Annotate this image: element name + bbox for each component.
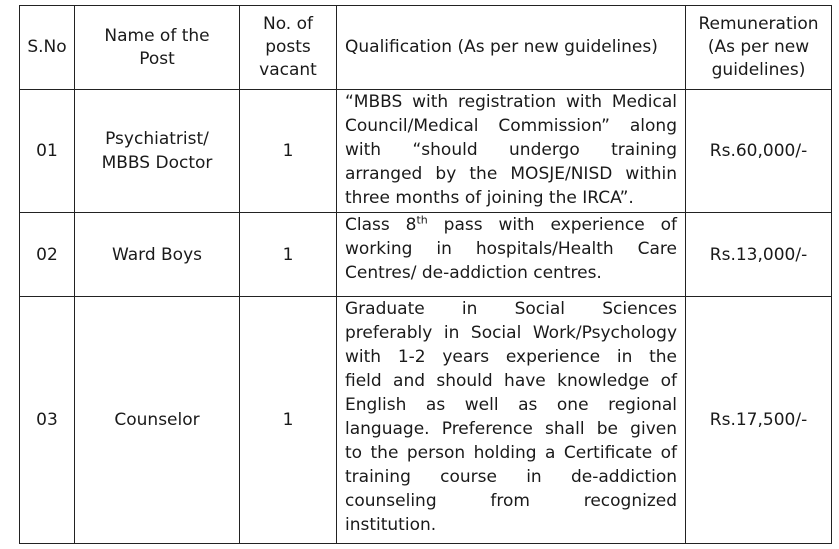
row-sno: 01 <box>20 90 75 213</box>
table-row <box>20 213 832 297</box>
table-row <box>20 90 832 213</box>
row-remuneration: Rs.60,000/- <box>686 90 832 213</box>
row-post-name: Psychiatrist/ MBBS Doctor <box>75 90 240 213</box>
row-posts-vacant: 1 <box>240 297 337 544</box>
row-posts-vacant: 1 <box>240 90 337 213</box>
row-sno: 03 <box>20 297 75 544</box>
row-post-name: Counselor <box>75 297 240 544</box>
row-remuneration: Rs.13,000/- <box>686 213 832 297</box>
row-qualification: “MBBS with registration with Medical Council/Medical Commission” along with “should undergo training arranged by the MOSJE/NISD within three months of joining the IRCA”. <box>337 90 686 213</box>
vacancy-table <box>19 5 832 544</box>
header-name-of-post: Name of the Post <box>75 6 240 90</box>
row-qualification: Class 8th pass with experience of working in hospitals/Health Care Centres/ de-addiction centres. <box>337 213 686 297</box>
header-remuneration: Remuneration (As per new guidelines) <box>686 6 832 90</box>
row-posts-vacant: 1 <box>240 213 337 297</box>
row-qualification: Graduate in Social Sciences preferably in Social Work/Psychology with 1-2 years experience in the field and should have knowledge of English as well as one regional language. Preference shall be given to the person holding a Certificate of training course in de-addiction counseling from recognized institution. <box>337 297 686 544</box>
header-qualification: Qualification (As per new guidelines) <box>337 6 686 90</box>
header-row <box>20 6 832 90</box>
header-posts-vacant: No. of posts vacant <box>240 6 337 90</box>
row-post-name: Ward Boys <box>75 213 240 297</box>
row-sno: 02 <box>20 213 75 297</box>
table-row <box>20 297 832 544</box>
row-remuneration: Rs.17,500/- <box>686 297 832 544</box>
header-sno: S.No <box>20 6 75 90</box>
